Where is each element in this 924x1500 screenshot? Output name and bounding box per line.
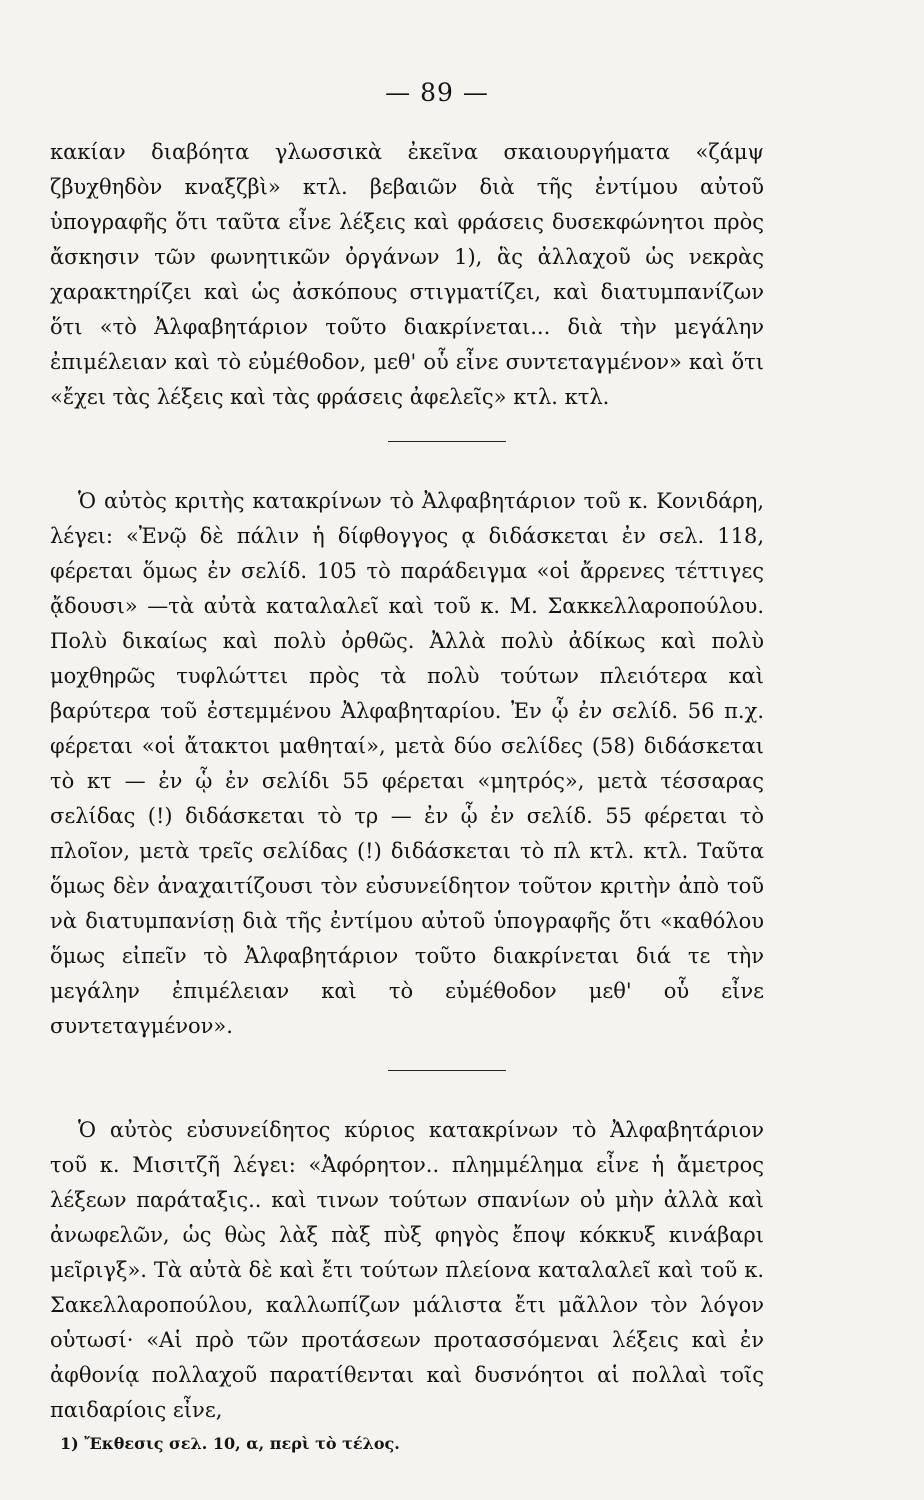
- section-divider: [388, 441, 506, 442]
- section-divider: [388, 1070, 506, 1071]
- paragraph-continuation: κακίαν διαβόητα γλωσσικὰ ἐκεῖνα σκαιουργήματα «ζάμψ ζβυχθηδὸν κναξζβὶ» κτλ. βεβαιῶν διὰ τῆς ἐντίμου αὐτοῦ ὑπογραφῆς ὅτι ταῦτα εἶνε λέξεις καὶ φράσεις δυσεκφώνητοι πρὸς ἄσκησιν τῶν φωνητικῶν ὀργάνων 1), ἃς ἀλλαχοῦ ὡς νεκρὰς χαρακτηρίζει καὶ ὡς ἀσκόπους στιγματίζει, καὶ διατυμπανίζων ὅτι «τὸ Ἀλφαβητάριον τοῦτο διακρίνεται... διὰ τὴν μεγάλην ἐπιμέλειαν καὶ τὸ εὐμέθοδον, μεθ' οὗ εἶνε συντεταγμένον» καὶ ὅτι «ἔχει τὰς λέξεις καὶ τὰς φράσεις ἀφελεῖς» κτλ. κτλ.: [50, 140, 764, 409]
- paragraph-misitzis: Ὁ αὐτὸς εὐσυνείδητος κύριος κατακρίνων τὸ Ἀλφαβητάριον τοῦ κ. Μισιτζῆ λέγει: «Ἀφόρητον.. πλημμέλημα εἶνε ἡ ἄμετρος λέξεων παράταξις.. καὶ τινων τούτων σπανίων οὐ μὴν ἀλλὰ καὶ ἀνωφελῶν, ὡς θὼς λὰξ πὰξ πὺξ φηγὸς ἔποψ κόκκυξ κινάβαρι μεῖριγξ». Τὰ αὐτὰ δὲ καὶ ἔτι τούτων πλείονα καταλαλεῖ καὶ τοῦ κ. Σακελλαροπούλου, καλλωπίζων μάλιστα ἔτι μᾶλλον τὸν λόγον οὑτωσί· «Αἱ πρὸ τῶν προτάσεων προτασσόμεναι λέξεις καὶ ἐν ἀφθονίᾳ πολλαχοῦ παρατίθενται καὶ δυσνόητοι αἱ πολλαὶ τοῖς παιδαρίοις εἶνε,: [50, 1118, 764, 1422]
- footnote: 1) Ἔκθεσις σελ. 10, α, περὶ τὸ τέλος.: [60, 1434, 400, 1453]
- paragraph-konidaris: Ὁ αὐτὸς κριτὴς κατακρίνων τὸ Ἀλφαβητάριον τοῦ κ. Κονιδάρη, λέγει: «Ἐνῷ δὲ πάλιν ἡ δίφθογγος ᾳ διδάσκεται ἐν σελ. 118, φέρεται ὅμως ἐν σελίδ. 105 τὸ παράδειγμα «οἱ ἄρρενες τέττιγες ᾄδουσι» —τὰ αὐτὰ καταλαλεῖ καὶ τοῦ κ. Μ. Σακκελλαροπούλου. Πολὺ δικαίως καὶ πολὺ ὀρθῶς. Ἀλλὰ πολὺ ἀδίκως καὶ πολὺ μοχθηρῶς τυφλώττει πρὸς τὰ πολὺ τούτων πλειότερα καὶ βαρύτερα τοῦ ἐστεμμένου Ἀλφαβηταρίου. Ἐν ᾧ ἐν σελίδ. 56 π.χ. φέρεται «οἱ ἄτακτοι μαθηταί», μετὰ δύο σελίδες (58) διδάσκεται τὸ κτ — ἐν ᾧ ἐν σελίδι 55 φέρεται «μητρός», μετὰ τέσσαρας σελίδας (!) διδάσκεται τὸ τρ — ἐν ᾧ ἐν σελίδ. 55 φέρεται τὸ πλοῖον, μετὰ τρεῖς σελίδας (!) διδάσκεται τὸ πλ κτλ. κτλ. Ταῦτα ὅμως δὲν ἀναχαιτίζουσι τὸν εὐσυνείδητον τοῦτον κριτὴν ἀπὸ τοῦ νὰ διατυμπανίσῃ διὰ τῆς ἐντίμου αὐτοῦ ὑπογραφῆς ὅτι «καθόλου ὅμως εἰπεῖν τὸ Ἀλφαβητάριον τοῦτο διακρίνεται διά τε τὴν μεγάλην ἐπιμέλειαν καὶ τὸ εὐμέθοδον μεθ' οὗ εἶνε συντεταγμένον».: [50, 489, 764, 1038]
- page-number: — 89 —: [385, 78, 489, 107]
